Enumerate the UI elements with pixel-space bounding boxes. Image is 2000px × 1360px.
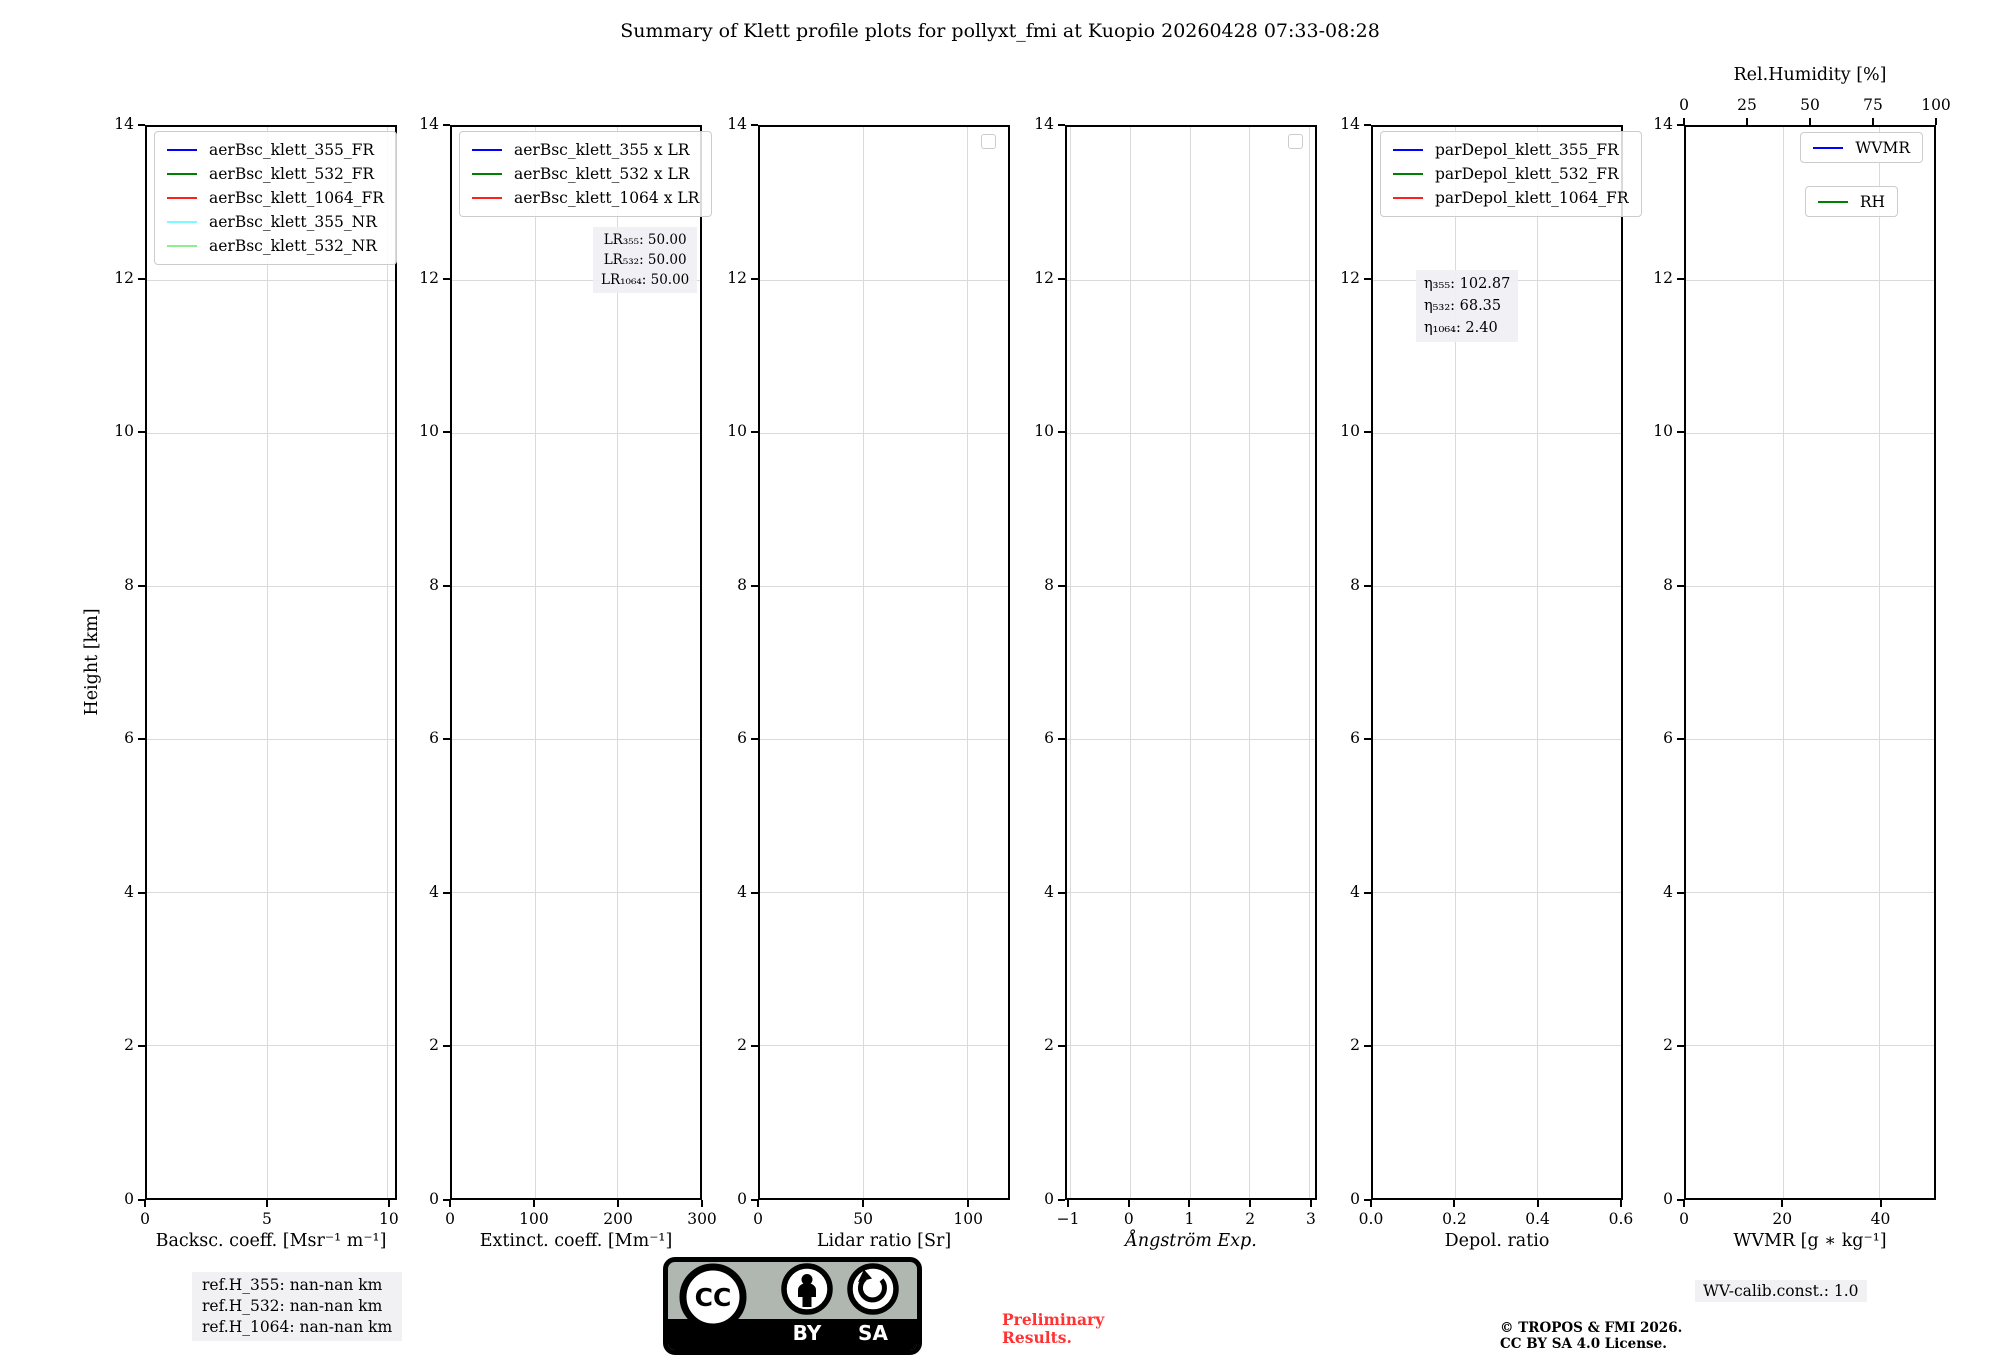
x-tick-label: 0.2 — [1442, 1210, 1467, 1228]
h-gridline — [1067, 892, 1315, 893]
y-tick-mark — [1677, 278, 1684, 280]
y-tick-mark — [1058, 585, 1065, 587]
x-tick-mark — [1537, 1200, 1539, 1207]
y-tick-mark — [1364, 431, 1371, 433]
y-tick-mark — [443, 585, 450, 587]
y-tick-mark — [1677, 892, 1684, 894]
legend-label: aerBsc_klett_355_FR — [209, 141, 375, 159]
legend-item — [472, 162, 699, 186]
top-tick-mark — [1746, 118, 1748, 125]
x-axis-label-angstroem: Ångström Exp. — [1125, 1231, 1257, 1251]
empty-legend-box — [981, 134, 996, 149]
y-tick-label: 4 — [124, 882, 134, 901]
x-tick-label: 200 — [603, 1210, 633, 1228]
top-tick-label: 50 — [1800, 96, 1820, 114]
y-tick-mark — [138, 431, 145, 433]
y-tick-mark — [751, 124, 758, 126]
cc-by-sa-license-badge — [663, 1257, 922, 1355]
x-tick-label: 40 — [1870, 1210, 1891, 1228]
preliminary-line-2: Results. — [1002, 1328, 1072, 1347]
legend-label: aerBsc_klett_1064 x LR — [514, 189, 700, 207]
v-gridline — [267, 127, 268, 1198]
y-tick-mark — [443, 892, 450, 894]
y-tick-label: 14 — [1340, 115, 1360, 133]
x-tick-label: 20 — [1772, 1210, 1793, 1228]
h-gridline — [452, 433, 700, 434]
x-tick-label: 1 — [1184, 1210, 1195, 1228]
x-tick-mark — [1370, 1200, 1372, 1207]
legend-line-sample — [167, 221, 197, 223]
y-tick-mark — [1364, 892, 1371, 894]
y-tick-mark — [751, 892, 758, 894]
y-tick-mark — [138, 124, 145, 126]
y-tick-label: 0 — [737, 1190, 747, 1208]
x-tick-mark — [1249, 1200, 1251, 1207]
annotation-line: LR₁₀₆₄: 50.00 — [601, 272, 690, 288]
sa-arrow-icon — [850, 1266, 896, 1312]
y-tick-mark — [1364, 124, 1371, 126]
legend-line-sample — [167, 197, 197, 199]
annotation-line: LR₃₅₅: 50.00 — [603, 232, 687, 248]
legend-label: aerBsc_klett_355_NR — [209, 213, 377, 231]
legend-box-rh — [1805, 186, 1898, 217]
legend-label: parDepol_klett_532_FR — [1435, 165, 1619, 183]
v-gridline — [387, 127, 388, 1198]
y-tick-mark — [751, 738, 758, 740]
y-tick-label: 14 — [1653, 115, 1673, 133]
x-tick-mark — [617, 1200, 619, 1207]
badge-sa-label: SA — [858, 1321, 888, 1345]
y-tick-label: 14 — [419, 115, 439, 133]
x-tick-mark — [266, 1200, 268, 1207]
h-gridline — [760, 433, 1008, 434]
y-tick-mark — [1677, 431, 1684, 433]
y-tick-label: 12 — [727, 268, 747, 287]
top-tick-mark — [1935, 118, 1937, 125]
x-tick-label: −1 — [1056, 1210, 1080, 1228]
x-tick-mark — [388, 1200, 390, 1207]
ref-h-355-text: ref.H_355: nan-nan km — [202, 1276, 383, 1294]
y-tick-mark — [443, 124, 450, 126]
h-gridline — [1373, 739, 1621, 740]
y-tick-mark — [1058, 1045, 1065, 1047]
v-gridline — [967, 127, 968, 1198]
y-tick-label: 2 — [1044, 1036, 1054, 1055]
top-tick-label: 100 — [1921, 96, 1951, 114]
y-axis-label: Height [km] — [82, 608, 102, 716]
legend-line-sample — [167, 173, 197, 175]
h-gridline — [760, 586, 1008, 587]
legend-item — [1393, 138, 1629, 162]
y-tick-label: 12 — [419, 268, 439, 287]
legend-item — [1813, 139, 1910, 156]
h-gridline — [147, 586, 395, 587]
legend-line-sample — [1393, 173, 1423, 175]
reference-height-annotation — [192, 1272, 402, 1341]
y-tick-label: 14 — [1034, 115, 1054, 133]
y-tick-label: 12 — [1653, 268, 1673, 287]
y-tick-mark — [1364, 585, 1371, 587]
copyright-line-2: CC BY SA 4.0 License. — [1500, 1336, 1667, 1352]
annotation-line: η₃₅₅: 102.87 — [1424, 276, 1511, 292]
copyright-line-1: © TROPOS & FMI 2026. — [1500, 1320, 1683, 1336]
y-tick-mark — [751, 278, 758, 280]
legend-item — [472, 138, 699, 162]
y-tick-mark — [1058, 431, 1065, 433]
x-tick-mark — [144, 1200, 146, 1207]
panel-extinction — [450, 125, 702, 1200]
x-tick-mark — [1067, 1200, 1069, 1207]
h-gridline — [452, 586, 700, 587]
y-tick-mark — [1677, 585, 1684, 587]
x-tick-label: 0 — [445, 1210, 455, 1228]
y-tick-mark — [138, 585, 145, 587]
v-gridline — [1070, 127, 1071, 1198]
annotation-line: η₅₃₂: 68.35 — [1424, 298, 1502, 314]
y-tick-mark — [1364, 1045, 1371, 1047]
y-tick-label: 2 — [1663, 1036, 1673, 1055]
y-tick-label: 4 — [1044, 882, 1054, 901]
y-tick-label: 6 — [429, 729, 439, 748]
depol-calibration-constants — [1416, 270, 1518, 342]
preliminary-results-note — [1002, 1311, 1104, 1347]
panel-wvmr — [1684, 125, 1936, 1200]
y-tick-label: 14 — [114, 115, 134, 133]
h-gridline — [1067, 433, 1315, 434]
legend-extinction — [459, 131, 712, 217]
legend-label: WVMR — [1855, 138, 1910, 157]
y-tick-label: 6 — [1350, 729, 1360, 748]
x-tick-mark — [1128, 1200, 1130, 1207]
y-tick-label: 4 — [1663, 882, 1673, 901]
x-tick-mark — [533, 1200, 535, 1207]
y-tick-label: 8 — [1663, 575, 1673, 594]
x-tick-label: 10 — [379, 1210, 399, 1228]
y-tick-mark — [751, 431, 758, 433]
x-tick-mark — [862, 1200, 864, 1207]
ref-h-532-text: ref.H_532: nan-nan km — [202, 1297, 383, 1315]
x-tick-mark — [1781, 1200, 1783, 1207]
y-tick-label: 4 — [737, 882, 747, 901]
preliminary-line-1: Preliminary — [1002, 1310, 1105, 1329]
v-gridline — [1190, 127, 1191, 1198]
legend-item — [167, 186, 384, 210]
badge-by-label: BY — [792, 1321, 822, 1345]
wv-calibration-annotation: WV-calib.const.: 1.0 — [1695, 1280, 1867, 1302]
top-tick-label: 0 — [1679, 96, 1689, 114]
y-tick-mark — [138, 738, 145, 740]
y-tick-label: 14 — [727, 115, 747, 133]
cc-letters: CC — [694, 1283, 732, 1312]
x-axis-label-depol: Depol. ratio — [1444, 1231, 1550, 1251]
annotation-line: LR₅₃₂: 50.00 — [603, 252, 687, 268]
v-gridline — [1130, 127, 1131, 1198]
h-gridline — [1067, 586, 1315, 587]
y-tick-mark — [1058, 738, 1065, 740]
legend-item — [1818, 193, 1885, 210]
legend-line-sample — [1818, 201, 1848, 203]
x-tick-mark — [967, 1200, 969, 1207]
y-tick-mark — [1364, 738, 1371, 740]
x-axis-label-extinction: Extinct. coeff. [Mm⁻¹] — [479, 1231, 673, 1251]
y-tick-label: 10 — [1653, 422, 1673, 441]
y-tick-mark — [1058, 892, 1065, 894]
x-tick-label: 0.6 — [1608, 1210, 1634, 1228]
h-gridline — [1067, 280, 1315, 281]
x-tick-label: 3 — [1306, 1210, 1316, 1228]
top-tick-label: 75 — [1863, 96, 1883, 114]
y-tick-mark — [751, 585, 758, 587]
legend-label: aerBsc_klett_355 x LR — [514, 141, 690, 159]
lidar-ratio-constants — [593, 227, 697, 293]
panel-backscatter — [145, 125, 397, 1200]
h-gridline — [452, 1045, 700, 1046]
h-gridline — [1686, 586, 1934, 587]
x-tick-label: 0.4 — [1525, 1210, 1550, 1228]
legend-label: aerBsc_klett_532_NR — [209, 237, 377, 255]
h-gridline — [760, 1045, 1008, 1046]
y-tick-mark — [1058, 278, 1065, 280]
legend-line-sample — [1393, 197, 1423, 199]
y-tick-label: 2 — [1350, 1036, 1360, 1055]
ref-h-1064-text: ref.H_1064: nan-nan km — [202, 1318, 393, 1336]
x-tick-label: 0 — [1123, 1210, 1134, 1228]
v-gridline — [1879, 127, 1880, 1198]
y-tick-label: 0 — [124, 1190, 134, 1208]
h-gridline — [760, 280, 1008, 281]
legend-item — [1393, 186, 1629, 210]
v-gridline — [535, 127, 536, 1198]
x-tick-label: 100 — [519, 1210, 549, 1228]
legend-label: aerBsc_klett_532 x LR — [514, 165, 690, 183]
y-tick-mark — [751, 1045, 758, 1047]
x-axis-label-lidar-ratio: Lidar ratio [Sr] — [816, 1231, 952, 1251]
legend-item — [472, 186, 699, 210]
legend-line-sample — [472, 173, 502, 175]
y-tick-label: 8 — [124, 575, 134, 594]
h-gridline — [1373, 586, 1621, 587]
h-gridline — [1067, 739, 1315, 740]
legend-item — [167, 138, 384, 162]
x-tick-mark — [757, 1200, 759, 1207]
h-gridline — [1686, 280, 1934, 281]
y-tick-mark — [1677, 1045, 1684, 1047]
x-tick-label: 300 — [687, 1210, 717, 1228]
x-tick-mark — [1453, 1200, 1455, 1207]
y-tick-mark — [1677, 738, 1684, 740]
y-tick-label: 8 — [1044, 575, 1054, 594]
y-tick-mark — [138, 1045, 145, 1047]
panel-lidar-ratio — [758, 125, 1010, 1200]
y-tick-mark — [443, 738, 450, 740]
top-tick-mark — [1872, 118, 1874, 125]
y-tick-label: 4 — [1350, 882, 1360, 901]
y-tick-label: 4 — [429, 882, 439, 901]
v-gridline — [1783, 127, 1784, 1198]
y-tick-label: 8 — [429, 575, 439, 594]
x-tick-label: 0 — [1679, 1210, 1689, 1228]
legend-item — [1393, 162, 1629, 186]
figure-title: Summary of Klett profile plots for pollyxt_fmi at Kuopio 20260428 07:33-08:28 — [620, 20, 1380, 42]
legend-line-sample — [472, 149, 502, 151]
y-tick-label: 6 — [1044, 729, 1054, 748]
y-tick-label: 10 — [727, 422, 747, 441]
y-tick-label: 0 — [1044, 1190, 1054, 1208]
h-gridline — [147, 739, 395, 740]
legend-item — [167, 162, 384, 186]
y-tick-mark — [443, 1045, 450, 1047]
h-gridline — [147, 280, 395, 281]
x-tick-label: 50 — [853, 1210, 873, 1228]
by-person-icon — [784, 1266, 830, 1312]
v-gridline — [1309, 127, 1310, 1198]
h-gridline — [147, 892, 395, 893]
y-tick-mark — [138, 278, 145, 280]
y-tick-label: 6 — [1663, 729, 1673, 748]
y-tick-label: 0 — [1663, 1190, 1673, 1208]
y-tick-label: 8 — [737, 575, 747, 594]
legend-item — [167, 210, 384, 234]
h-gridline — [1373, 433, 1621, 434]
y-tick-mark — [443, 278, 450, 280]
x-tick-label: 0.0 — [1358, 1210, 1384, 1228]
y-tick-label: 6 — [124, 729, 134, 748]
x-tick-label: 0 — [753, 1210, 763, 1228]
panel-depol — [1371, 125, 1629, 1200]
h-gridline — [760, 739, 1008, 740]
y-tick-label: 12 — [1034, 268, 1054, 287]
x-tick-mark — [1620, 1200, 1622, 1207]
h-gridline — [452, 739, 700, 740]
y-tick-label: 2 — [124, 1036, 134, 1055]
legend-label: parDepol_klett_1064_FR — [1435, 189, 1629, 207]
x-axis-label-backscatter: Backsc. coeff. [Msr⁻¹ m⁻¹] — [155, 1231, 387, 1251]
h-gridline — [147, 1045, 395, 1046]
h-gridline — [760, 892, 1008, 893]
x-tick-label: 2 — [1245, 1210, 1256, 1228]
copyright-note — [1500, 1320, 1682, 1352]
top-tick-mark — [1683, 118, 1685, 125]
h-gridline — [452, 892, 700, 893]
x-tick-mark — [449, 1200, 451, 1207]
legend-label: RH — [1859, 192, 1885, 211]
y-tick-label: 0 — [429, 1190, 439, 1208]
y-tick-label: 10 — [1340, 422, 1360, 441]
legend-item — [167, 234, 384, 258]
y-tick-label: 10 — [1034, 422, 1054, 441]
legend-box-wvmr — [1800, 132, 1923, 163]
x-tick-mark — [1188, 1200, 1190, 1207]
legend-line-sample — [167, 149, 197, 151]
annotation-line: η₁₀₆₄: 2.40 — [1424, 320, 1498, 336]
v-gridline — [1537, 127, 1538, 1198]
x-tick-mark — [1880, 1200, 1882, 1207]
y-tick-mark — [1058, 1199, 1065, 1201]
h-gridline — [1686, 739, 1934, 740]
y-tick-mark — [138, 892, 145, 894]
h-gridline — [147, 433, 395, 434]
h-gridline — [1067, 1045, 1315, 1046]
v-gridline — [863, 127, 864, 1198]
y-tick-label: 10 — [114, 422, 134, 441]
h-gridline — [1373, 892, 1621, 893]
y-tick-label: 2 — [737, 1036, 747, 1055]
x-tick-label: 5 — [262, 1210, 272, 1228]
panel-angstroem — [1065, 125, 1317, 1200]
y-tick-label: 0 — [1350, 1190, 1360, 1208]
h-gridline — [1686, 433, 1934, 434]
y-tick-label: 8 — [1350, 575, 1360, 594]
y-tick-label: 10 — [419, 422, 439, 441]
x-axis-label-wvmr: WVMR [g ∗ kg⁻¹] — [1733, 1231, 1887, 1251]
h-gridline — [1686, 892, 1934, 893]
h-gridline — [1373, 1045, 1621, 1046]
legend-backscatter — [154, 131, 397, 265]
legend-line-sample — [1393, 149, 1423, 151]
legend-line-sample — [167, 245, 197, 247]
top-axis-label-wvmr: Rel.Humidity [%] — [1733, 65, 1887, 85]
legend-line-sample — [1813, 147, 1843, 149]
y-tick-mark — [1364, 278, 1371, 280]
x-tick-label: 0 — [140, 1210, 150, 1228]
legend-label: aerBsc_klett_532_FR — [209, 165, 375, 183]
y-tick-label: 12 — [114, 268, 134, 287]
y-tick-mark — [443, 431, 450, 433]
x-tick-mark — [1310, 1200, 1312, 1207]
v-gridline — [1249, 127, 1250, 1198]
legend-line-sample — [472, 197, 502, 199]
legend-depol — [1380, 131, 1642, 217]
top-tick-label: 25 — [1737, 96, 1757, 114]
empty-legend-box — [1288, 134, 1303, 149]
x-tick-mark — [1683, 1200, 1685, 1207]
y-tick-label: 6 — [737, 729, 747, 748]
y-tick-label: 2 — [429, 1036, 439, 1055]
y-tick-label: 12 — [1340, 268, 1360, 287]
legend-label: parDepol_klett_355_FR — [1435, 141, 1619, 159]
y-tick-mark — [1058, 124, 1065, 126]
h-gridline — [1686, 1045, 1934, 1046]
cc-icon — [683, 1267, 743, 1327]
x-tick-label: 100 — [953, 1210, 983, 1228]
top-tick-mark — [1809, 118, 1811, 125]
legend-label: aerBsc_klett_1064_FR — [209, 189, 384, 207]
